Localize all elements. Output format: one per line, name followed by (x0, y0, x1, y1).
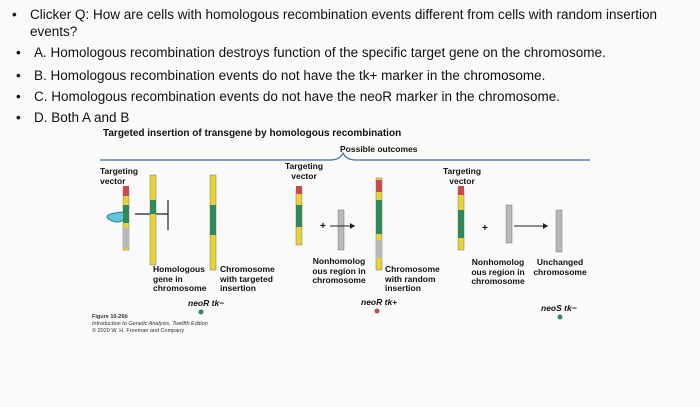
option-c-text: C. Homologous recombination events do not have the neoR marker in the chromosome. (34, 89, 561, 104)
bullet: • (12, 7, 17, 22)
question-text: Clicker Q: How are cells with homologous recombination events different from cells with random insertion events? (30, 7, 658, 39)
marker-left-label: neoR tk− (188, 298, 225, 308)
caption-figure: Figure 10-26b (92, 314, 128, 320)
vector-left-gray (123, 228, 129, 248)
nonhomolog-right (506, 205, 512, 243)
option-b-text: B. Homologous recombination events do not have the tk+ marker in the chromosome. (34, 68, 546, 83)
nonhomolog-mid-label: Nonhomolog ous region in chromosome (312, 256, 366, 285)
targeting-vector-mid-label: Targeting vector (284, 161, 324, 181)
option-a-text: A. Homologous recombination destroys function of the specific target gene on the chromosome. (34, 45, 606, 60)
option-d-text: D. Both A and B (34, 110, 130, 125)
vector-right-red (458, 186, 464, 195)
possible-outcomes-label: Possible outcomes (340, 144, 418, 154)
caption-copyright: © 2020 W. H. Freeman and Company (92, 328, 185, 334)
unchanged-chromosome (556, 210, 562, 252)
nonhomolog-right-label: Nonhomolog ous region in chromosome (471, 257, 525, 286)
figure-caption (92, 314, 208, 335)
random-gray (376, 240, 382, 258)
marker-right-label: neoS tk− (541, 303, 577, 313)
bullet: • (16, 89, 21, 104)
unchanged-chromosome-label: Unchanged chromosome (533, 257, 587, 277)
arrow-right-head (543, 223, 548, 229)
marker-right-dot (558, 315, 563, 320)
nonhomolog-mid (338, 210, 344, 250)
random-red (376, 180, 382, 192)
homologous-chromosome (150, 175, 156, 265)
targeted-green (210, 205, 216, 235)
vector-mid-green (296, 205, 302, 227)
targeted-chromosome-label: Chromosome with targeted insertion (220, 264, 275, 293)
random-green (376, 200, 382, 234)
vector-left-green (123, 205, 129, 223)
plus-right: + (482, 223, 488, 234)
vector-mid-red (296, 186, 302, 194)
bullet: • (16, 110, 21, 125)
targeting-vector-right-label: Targeting vector (442, 166, 482, 186)
random-chromosome-label: Chromosome with random insertion (385, 264, 440, 293)
homologous-gene-label: Homologous gene in chromosome (153, 264, 207, 293)
vector-left-red (123, 186, 129, 196)
vector-right-green (458, 210, 464, 238)
bullet: • (16, 68, 21, 83)
marker-mid-label: neoR tk+ (361, 297, 398, 307)
arrow-mid-head (350, 223, 355, 229)
homologous-green (150, 200, 156, 214)
figure-title: Targeted insertion of transgene by homologous recombination (103, 128, 402, 139)
marker-mid-dot (375, 309, 380, 314)
plus-mid: + (320, 221, 326, 232)
caption-book: Introduction to Genetic Analysis, Twelfth Edition (92, 321, 208, 327)
targeting-vector-left-label: Targeting vector (100, 166, 139, 186)
vector-left-loop (107, 212, 123, 222)
bullet: • (16, 45, 21, 60)
